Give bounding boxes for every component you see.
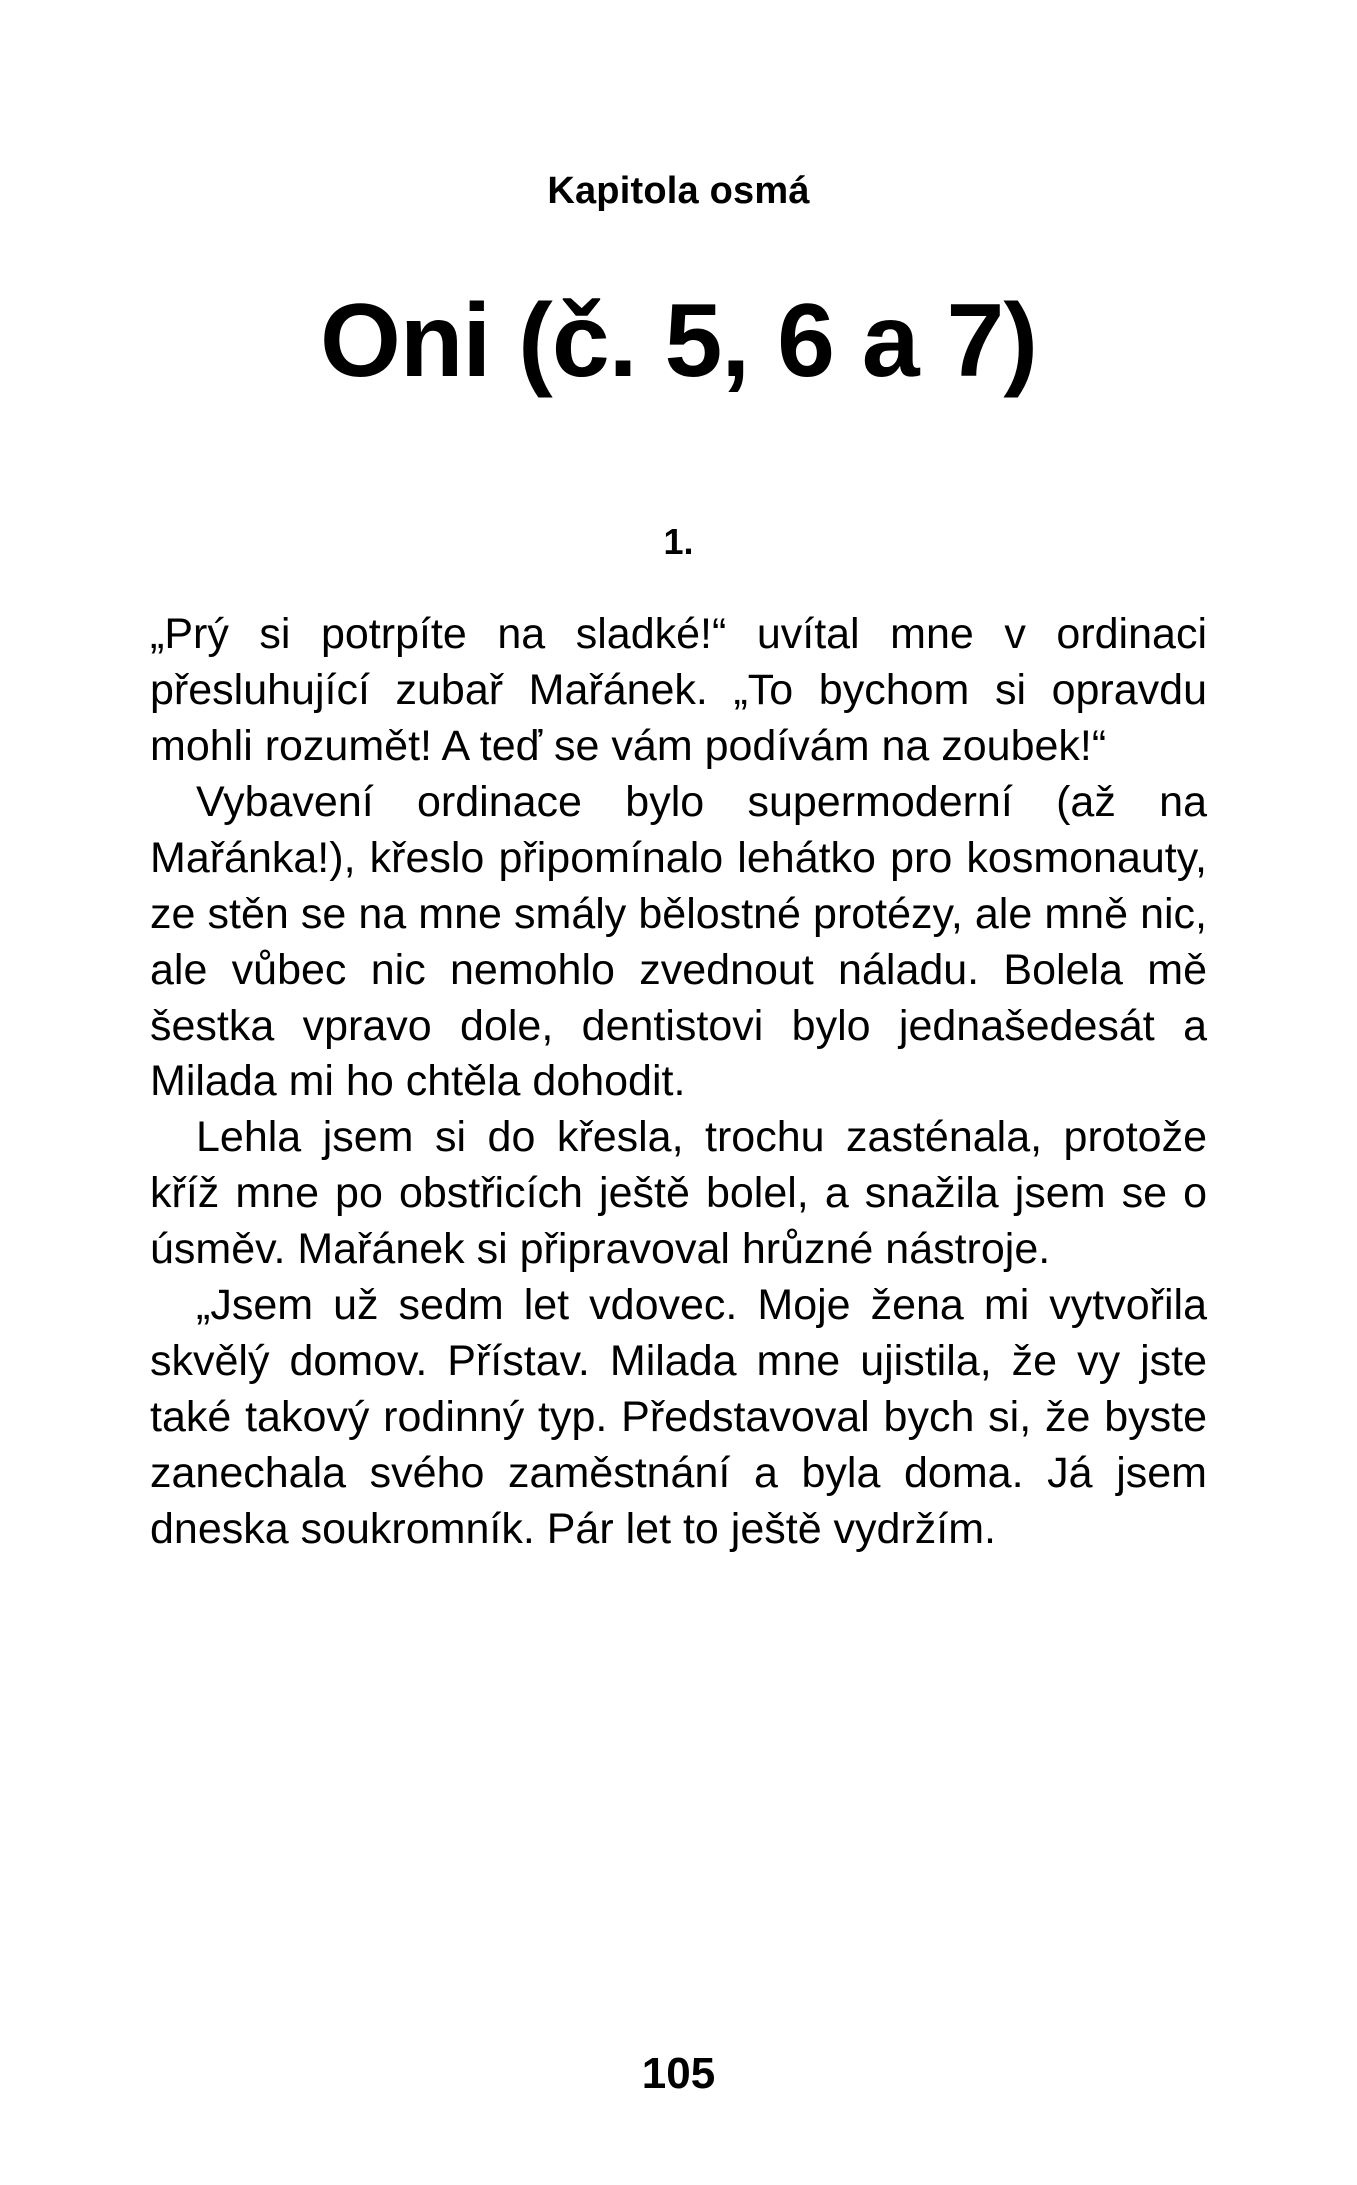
chapter-label: Kapitola osmá — [547, 170, 810, 212]
page-number: 105 — [641, 2049, 716, 2098]
body-text — [150, 607, 1207, 1557]
paragraph: Vybavení ordinace bylo supermoderní (až na Mařánka!), křeslo připomínalo lehátko pro kosmonauty, ze stěn se na mne smály bělostné protézy, ale mně nic, ale vůbec nic nemohlo zvednout náladu. Bolela mě šestka vpravo dole, dentistovi bylo jednašedesát a Milada mi ho chtěla dohodit. — [150, 777, 1207, 1106]
chapter-title: Oni (č. 5, 6 a 7) — [319, 283, 1038, 399]
paragraph: „Prý si potrpíte na sladké!“ uvítal mne v ordinaci přesluhující zubař Mařánek. „To bychom si opravdu mohli rozumět! A teď se vám podívám na zoubek!“ — [150, 610, 1207, 771]
paragraph: Lehla jsem si do křesla, trochu zasténala, protože kříž mne po obstřicích ještě bolel, a snažila jsem se o úsměv. Mařánek si připravoval hrůzné nástroje. — [150, 1113, 1207, 1274]
section-number: 1. — [663, 521, 694, 563]
paragraph: „Jsem už sedm let vdovec. Moje žena mi vytvořila skvělý domov. Přístav. Milada mne ujistila, že vy jste také takový rodinný typ. Představoval bych si, že byste zanechala svého zaměstnání a byla doma. Já jsem dneska soukromník. Pár let to ještě vydržím. — [150, 1281, 1207, 1553]
